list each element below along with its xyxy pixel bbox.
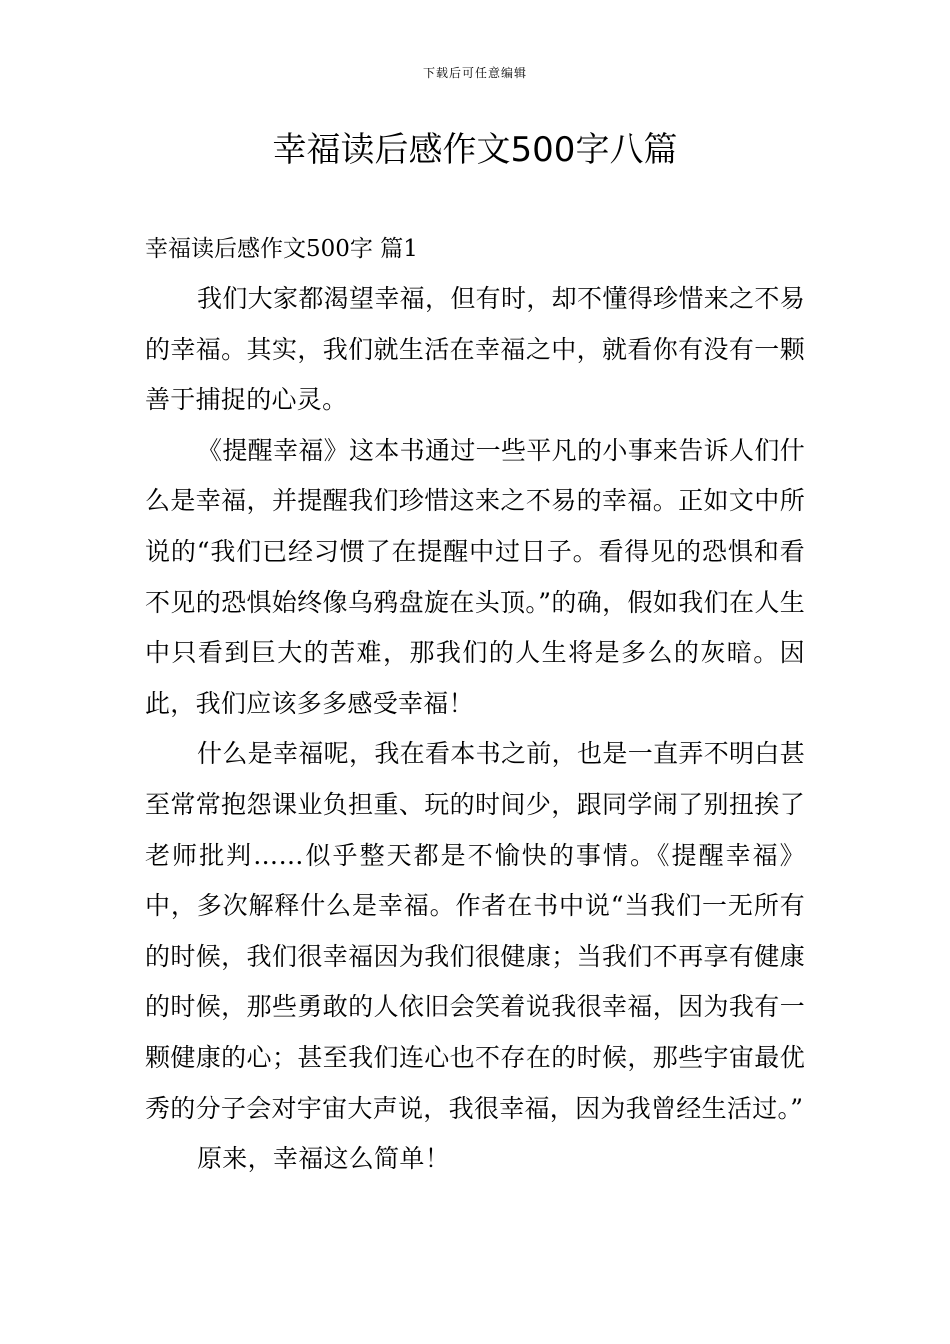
- paragraph-1: 我们大家都渴望幸福，但有时，却不懂得珍惜来之不易的幸福。其实，我们就生活在幸福之中，就看你有没有一颗善于捕捉的心灵。: [145, 284, 805, 415]
- paragraph-4: 原来，幸福这么简单！: [197, 1144, 451, 1174]
- document-title: 幸福读后感作文500字八篇: [272, 130, 678, 170]
- section-heading: 幸福读后感作文500字 篇1: [145, 236, 418, 262]
- paragraph-2: 《提醒幸福》这本书通过一些平凡的小事来告诉人们什么是幸福，并提醒我们珍惜这来之不易的幸福。正如文中所说的“我们已经习惯了在提醒中过日子。看得见的恐惧和看不见的恐惧始终像乌鸦盘旋在头顶。”的确，假如我们在人生中只看到巨大的苦难，那我们的人生将是多么的灰暗。因此，我们应该多多感受幸福！: [145, 435, 805, 718]
- paragraph-3: 什么是幸福呢，我在看本书之前，也是一直弄不明白甚至常常抱怨课业负担重、玩的时间少，跟同学闹了别扭挨了老师批判……似乎整天都是不愉快的事情。《提醒幸福》中，多次解释什么是幸福。作者在书中说“当我们一无所有的时候，我们很幸福因为我们很健康；当我们不再享有健康的时候，那些勇敢的人依旧会笑着说我很幸福，因为我有一颗健康的心；甚至我们连心也不存在的时候，那些宇宙最优秀的分子会对宇宙大声说，我很幸福，因为我曾经生活过。”: [145, 739, 805, 1123]
- page-header-note: 下载后可任意编辑: [422, 66, 527, 80]
- document-body: [145, 224, 805, 1185]
